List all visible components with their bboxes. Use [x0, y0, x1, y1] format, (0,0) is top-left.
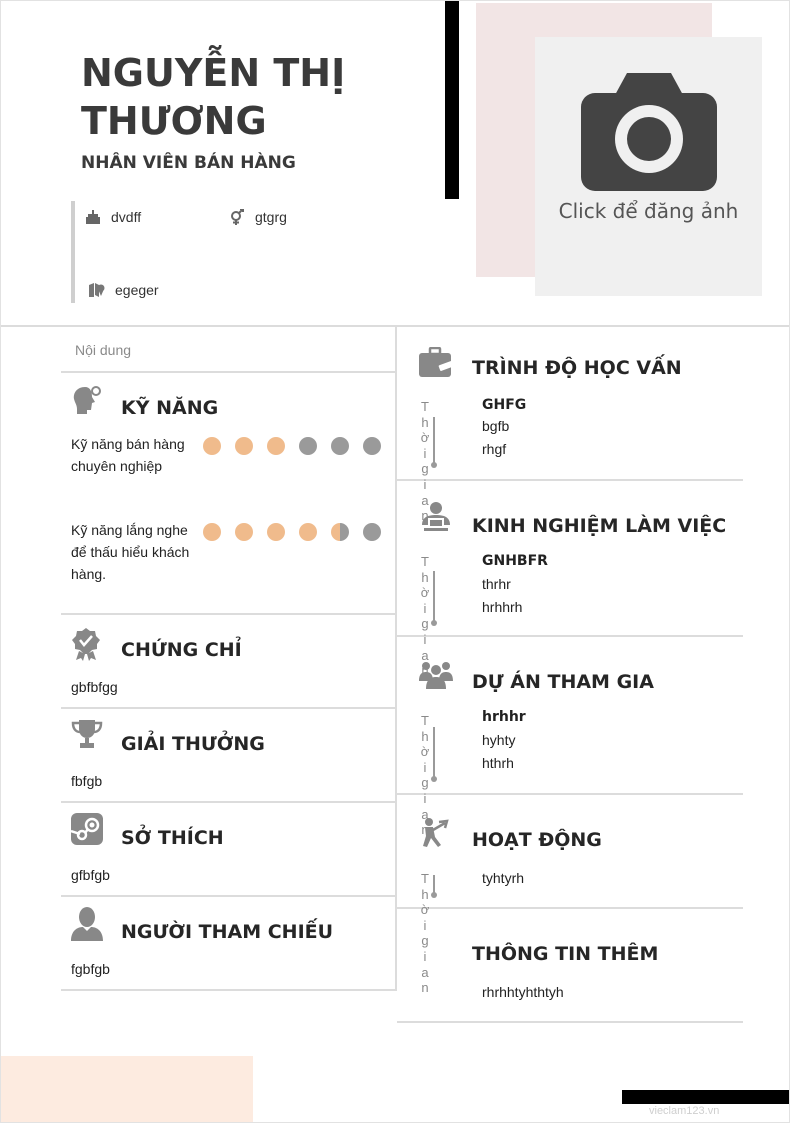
education-section	[397, 327, 743, 481]
activity-detail-1[interactable]: tyhtyrh	[482, 870, 525, 886]
rating-dot	[203, 523, 221, 541]
photo-upload-label[interactable]: Click để đăng ảnh	[558, 199, 739, 223]
right-column-bottom	[397, 1021, 743, 1023]
references-section	[61, 895, 395, 991]
left-column-bottom	[61, 989, 395, 991]
map-pin-icon	[89, 282, 105, 298]
gender-icon	[229, 209, 245, 225]
projects-title[interactable]: DỰ ÁN THAM GIA	[472, 671, 654, 693]
gender-item[interactable]	[229, 209, 287, 225]
experience-detail-1[interactable]: thrhr	[482, 576, 511, 592]
timeline-marker	[433, 875, 435, 895]
skills-title[interactable]: KỸ NĂNG	[121, 397, 219, 419]
hobbies-section	[61, 801, 395, 897]
birthday-value[interactable]: dvdff	[111, 209, 142, 225]
education-detail-2[interactable]: rhgf	[482, 441, 507, 457]
name-line-1[interactable]: NGUYỄN THỊ	[81, 51, 346, 95]
education-detail-1[interactable]: bgfb	[482, 418, 510, 434]
timeline-marker	[433, 727, 435, 779]
project-name[interactable]: hrhhr	[482, 709, 526, 725]
birthday-item[interactable]	[85, 209, 141, 225]
briefcase-icon	[419, 347, 453, 377]
activities-title[interactable]: HOẠT ĐỘNG	[472, 829, 602, 851]
hobbies-text[interactable]: gfbfgb	[71, 867, 110, 883]
address-value[interactable]: egeger	[115, 282, 159, 298]
more-info-section	[397, 907, 743, 1023]
rating-dot	[331, 437, 349, 455]
rating-dot	[267, 523, 285, 541]
watermark: vieclam123.vn	[649, 1105, 720, 1117]
activities-time-label[interactable]: Thời gian	[420, 871, 430, 996]
head-idea-icon	[71, 383, 103, 415]
candidate-name[interactable]	[81, 49, 421, 145]
rating-dot	[363, 437, 381, 455]
experience-detail-2[interactable]: hrhhrh	[482, 599, 523, 615]
skill-rating[interactable]	[203, 437, 381, 455]
decorative-peach-block	[1, 1056, 253, 1123]
job-position[interactable]: NHÂN VIÊN BÁN HÀNG	[81, 153, 296, 173]
project-detail-2[interactable]: hthrh	[482, 755, 514, 771]
person-icon	[71, 907, 103, 941]
skill-name[interactable]: Kỹ năng bán hàng chuyên nghiệp	[71, 436, 185, 474]
projects-time-label[interactable]: Thời gian	[420, 713, 430, 838]
decorative-black-bar	[445, 1, 459, 199]
contact-info	[71, 201, 401, 303]
content-label: Nội dung	[75, 342, 132, 358]
awards-section	[61, 707, 395, 803]
photo-upload[interactable]	[535, 37, 762, 296]
more-info-title[interactable]: THÔNG TIN THÊM	[472, 943, 659, 965]
rating-dot	[363, 523, 381, 541]
rating-dot	[299, 523, 317, 541]
decorative-bottom-bar	[622, 1090, 790, 1104]
skill-row[interactable]	[71, 519, 391, 589]
skill-name[interactable]: Kỹ năng lắng nghe để thấu hiểu khách hàng.	[71, 522, 190, 582]
education-title[interactable]: TRÌNH ĐỘ HỌC VẤN	[472, 357, 682, 379]
skill-rating[interactable]	[203, 523, 381, 541]
experience-title[interactable]: KINH NGHIỆM LÀM VIỆC	[472, 515, 727, 537]
projects-section	[397, 635, 743, 795]
more-info-text[interactable]: rhrhhtyhthtyh	[482, 984, 564, 1000]
gender-value[interactable]: gtgrg	[255, 209, 287, 225]
awards-title[interactable]: GIẢI THƯỞNG	[121, 733, 265, 755]
skills-section	[61, 371, 395, 615]
name-line-2[interactable]: THƯƠNG	[81, 99, 267, 143]
camera-icon	[581, 73, 717, 191]
trophy-icon	[71, 719, 103, 749]
rating-dot	[235, 523, 253, 541]
project-detail-1[interactable]: hyhty	[482, 732, 516, 748]
certificates-title[interactable]: CHỨNG CHỈ	[121, 639, 242, 661]
cake-icon	[85, 209, 101, 225]
rating-dot	[299, 437, 317, 455]
awards-text[interactable]: fbfgb	[71, 773, 103, 789]
education-school[interactable]: GHFG	[482, 397, 527, 413]
timeline-marker	[433, 571, 435, 623]
address-item[interactable]	[89, 282, 159, 298]
experience-section	[397, 479, 743, 637]
rating-dot	[267, 437, 285, 455]
rating-dot	[235, 437, 253, 455]
education-time-label[interactable]: Thời gian	[420, 399, 430, 524]
experience-company[interactable]: GNHBFR	[482, 553, 548, 569]
hobbies-title[interactable]: SỞ THÍCH	[121, 827, 224, 849]
steam-icon	[71, 813, 103, 845]
skill-row[interactable]	[71, 433, 391, 503]
timeline-marker	[433, 417, 435, 465]
references-title[interactable]: NGƯỜI THAM CHIẾU	[121, 921, 334, 943]
rating-dot	[331, 523, 349, 541]
rating-dot	[203, 437, 221, 455]
experience-time-label[interactable]: Thời gian	[420, 554, 430, 679]
certificates-text[interactable]: gbfbfgg	[71, 679, 118, 695]
activities-section	[397, 793, 743, 909]
certificates-section	[61, 613, 395, 709]
certificate-badge-icon	[71, 627, 101, 661]
references-text[interactable]: fgbfgb	[71, 961, 110, 977]
